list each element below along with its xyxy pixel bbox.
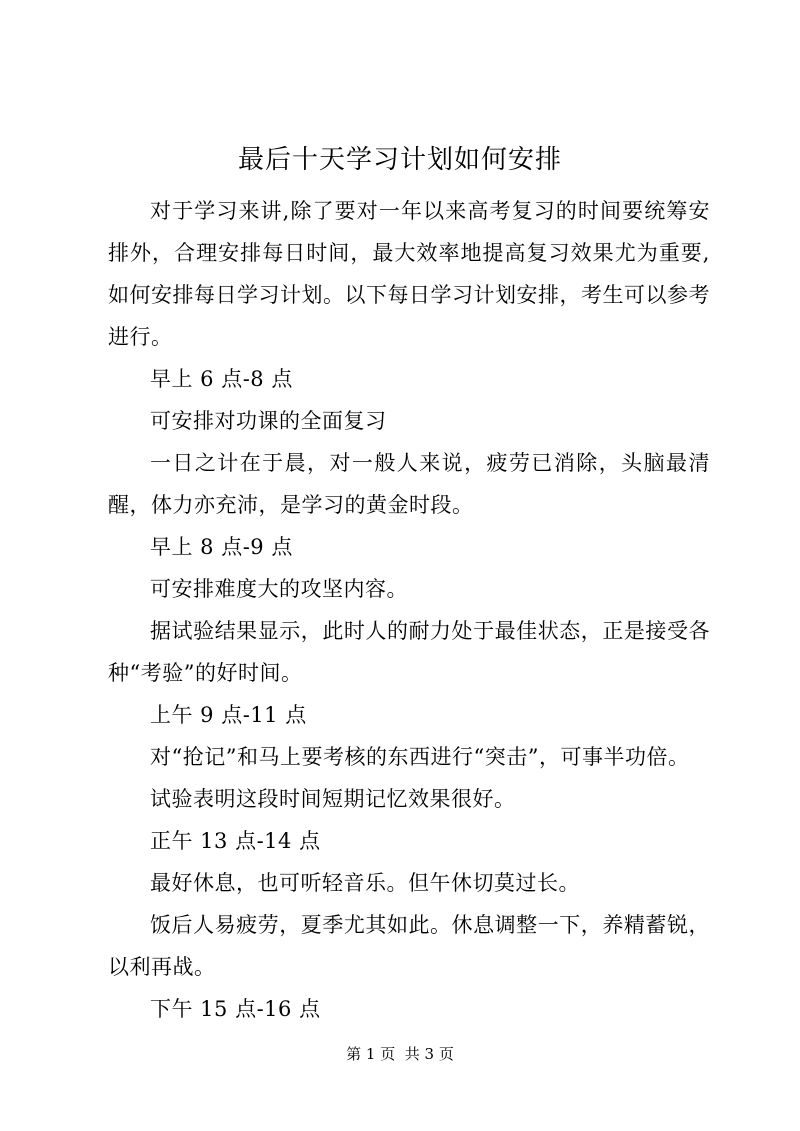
paragraph: 正午 13 点-14 点 <box>150 829 321 853</box>
paragraph: 一日之计在于晨，对一般人来说，疲劳已消除，头脑最清醒，体力亦充沛，是学习的黄金时段。 <box>108 451 710 517</box>
page-indicator: 第 1 页 共 3 页 <box>346 1045 454 1063</box>
paragraph: 早上 8 点-9 点 <box>150 535 293 559</box>
document-title: 最后十天学习计划如何安排 <box>237 145 562 175</box>
paragraph: 对“抢记”和马上要考核的东西进行“突击”，可事半功倍。 <box>150 745 690 769</box>
paragraph: 早上 6 点-8 点 <box>150 367 293 391</box>
paragraph: 下午 15 点-16 点 <box>150 997 321 1021</box>
document-body <box>108 190 710 1030</box>
paragraph: 可安排对功课的全面复习 <box>150 409 387 433</box>
paragraph: 可安排难度大的攻坚内容。 <box>150 577 408 601</box>
paragraph: 对于学习来讲,除了要对一年以来高考复习的时间要统筹安排外，合理安排每日时间，最大效率地提高复习效果尤为重要,如何安排每日学习计划。以下每日学习计划安排，考生可以参考进行。 <box>108 199 710 349</box>
paragraph: 上午 9 点-11 点 <box>150 703 307 727</box>
page-footer <box>0 1044 800 1064</box>
paragraph: 试验表明这段时间短期记忆效果很好。 <box>150 787 516 811</box>
paragraph: 饭后人易疲劳，夏季尤其如此。休息调整一下，养精蓄锐，以利再战。 <box>108 913 710 979</box>
paragraph: 据试验结果显示，此时人的耐力处于最佳状态，正是接受各种“考验”的好时间。 <box>108 619 710 685</box>
paragraph: 最好休息，也可听轻音乐。但午休切莫过长。 <box>150 871 580 895</box>
